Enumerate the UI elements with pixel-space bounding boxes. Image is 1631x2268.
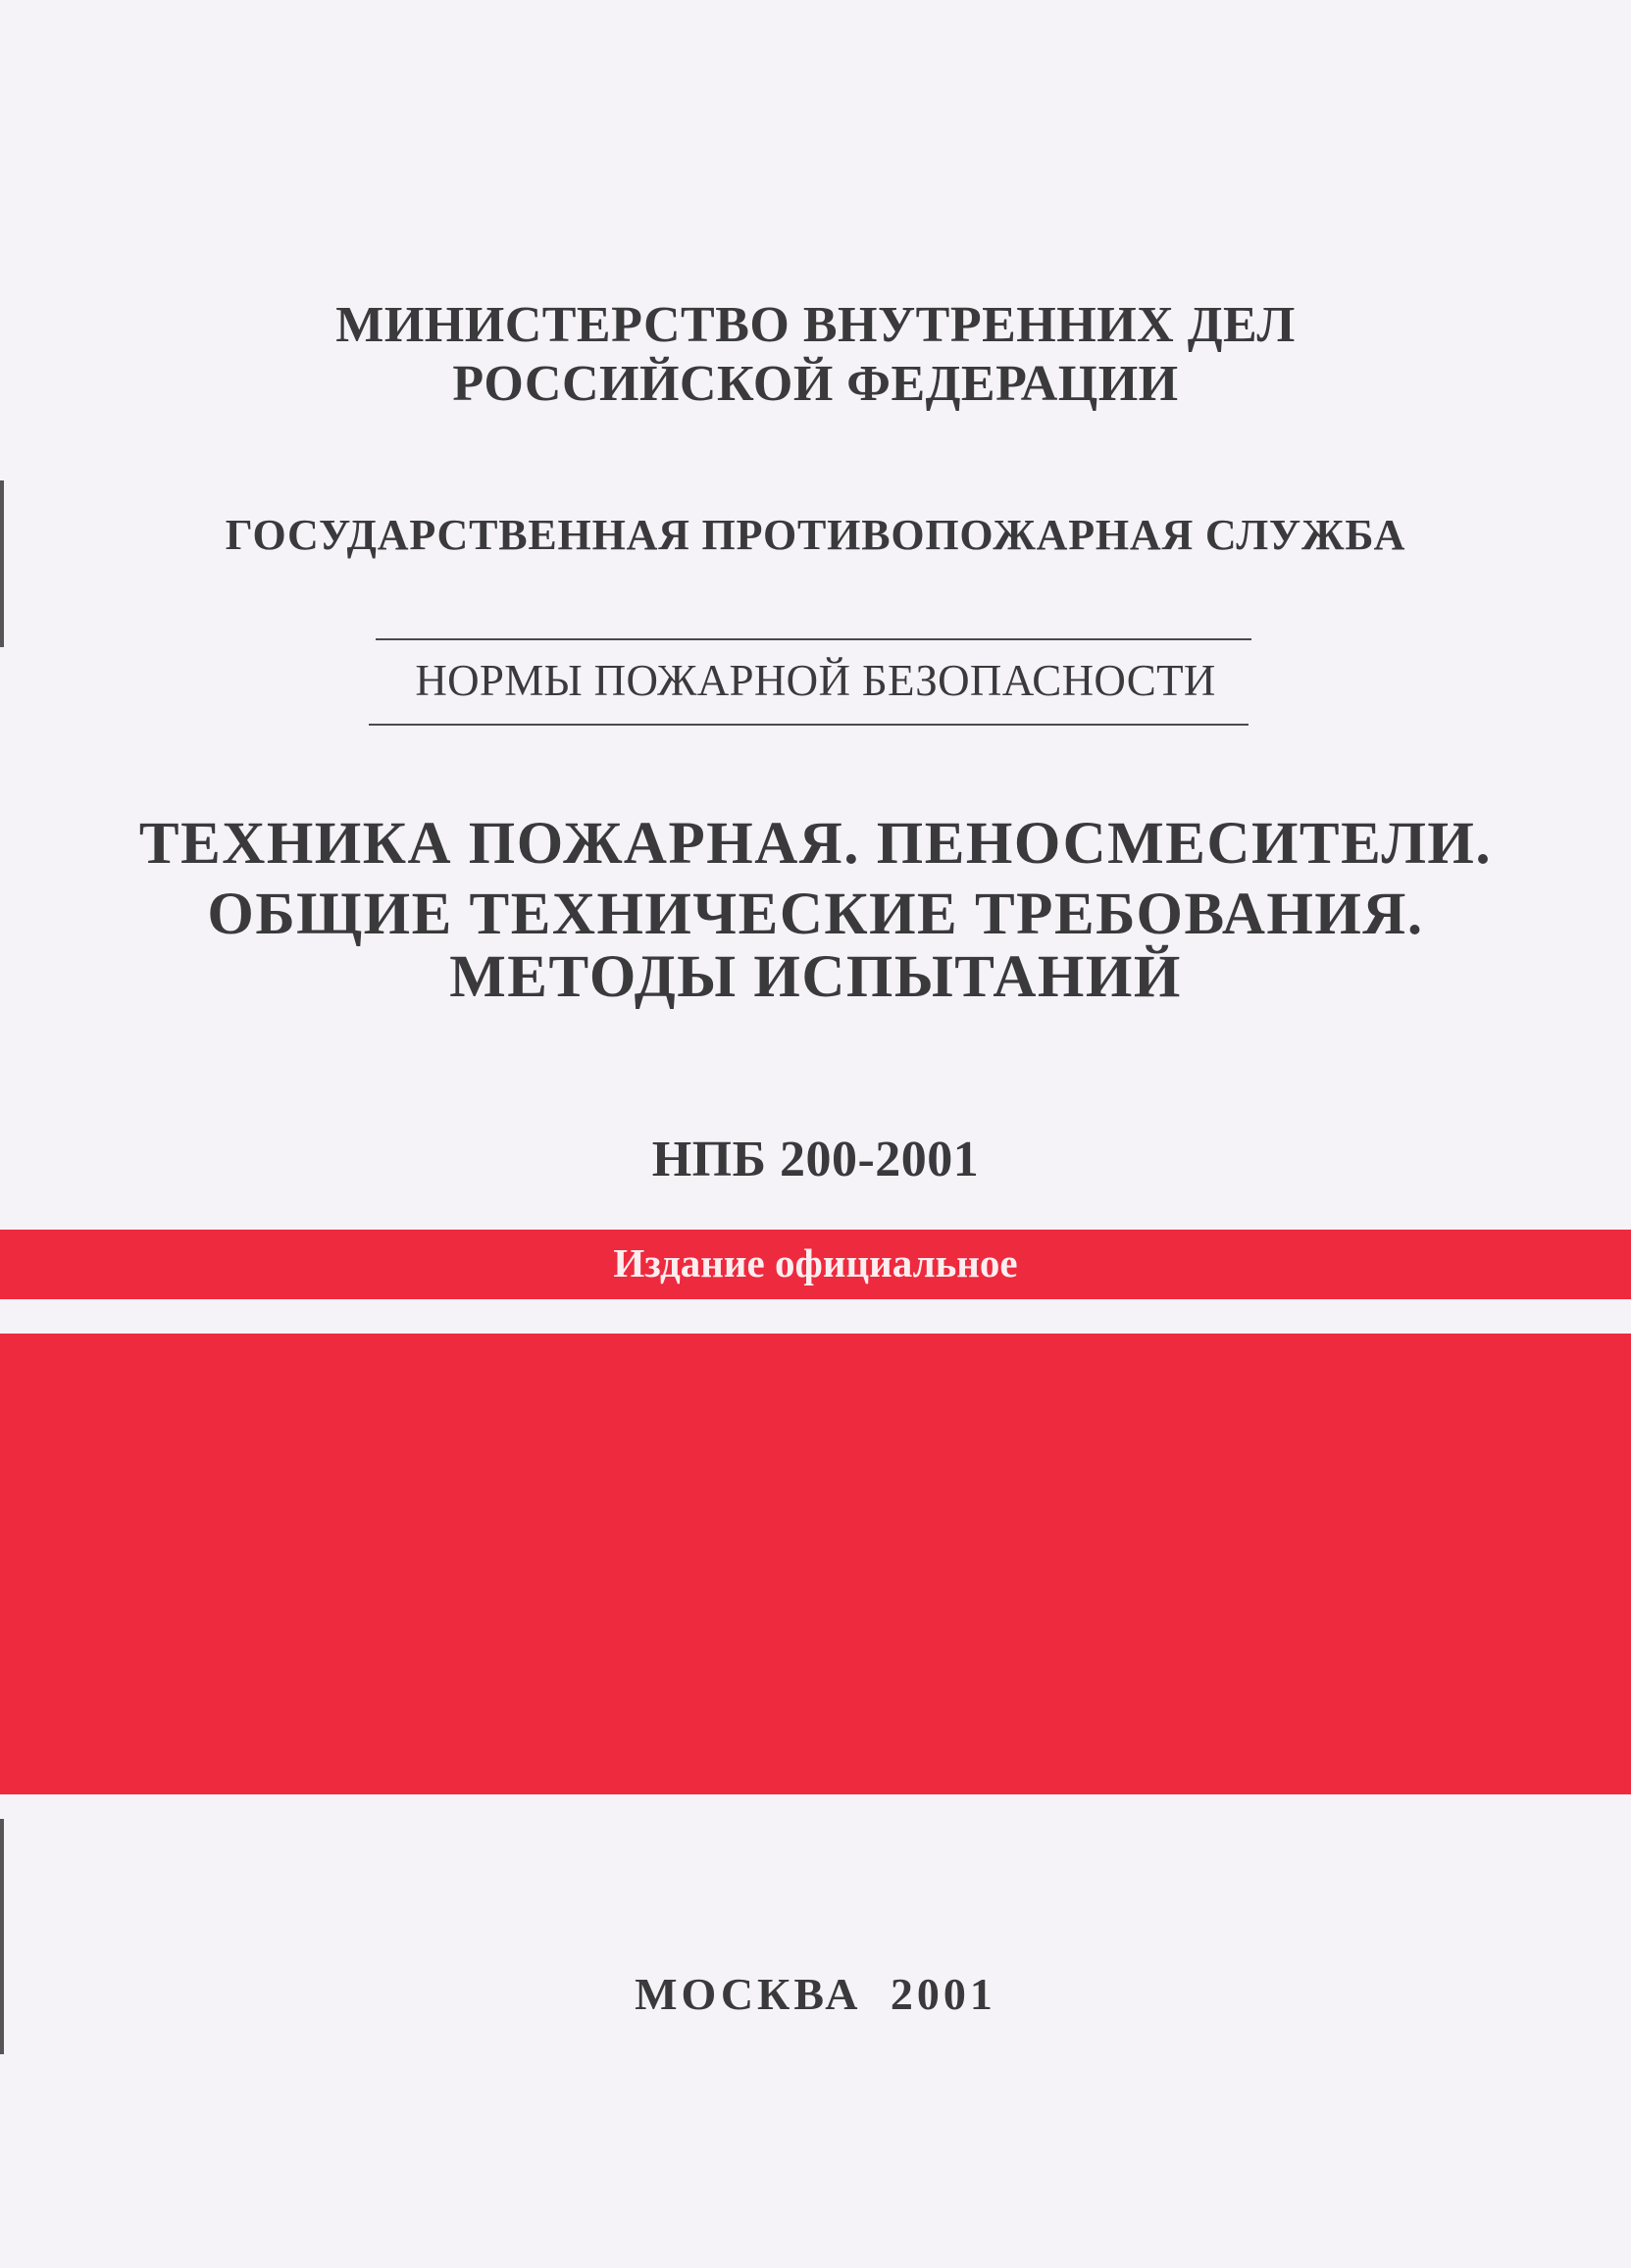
ministry-line-1: МИНИСТЕРСТВО ВНУТРЕННИХ ДЕЛ <box>335 297 1296 353</box>
decorative-red-band <box>0 1334 1631 1794</box>
divider-bottom <box>369 724 1249 726</box>
series-name: НОРМЫ ПОЖАРНОЙ БЕЗОПАСНОСТИ <box>415 656 1216 705</box>
city-year: МОСКВА 2001 <box>635 1969 996 2019</box>
binding-mark-top <box>0 480 4 647</box>
document-title-line-3: МЕТОДЫ ИСПЫТАНИЙ <box>449 944 1182 1010</box>
divider-top <box>376 638 1251 640</box>
document-code: НПБ 200-2001 <box>651 1132 980 1187</box>
document-title-line-1: ТЕХНИКА ПОЖАРНАЯ. ПЕНОСМЕСИТЕЛИ. <box>138 811 1493 877</box>
ministry-line-2: РОССИЙСКОЙ ФЕДЕРАЦИИ <box>452 356 1179 412</box>
document-title-line-2: ОБЩИЕ ТЕХНИЧЕСКИЕ ТРЕБОВАНИЯ. <box>207 882 1424 947</box>
service-name: ГОСУДАРСТВЕННАЯ ПРОТИВОПОЖАРНАЯ СЛУЖБА <box>225 511 1406 559</box>
edition-label: Издание официальное <box>613 1240 1018 1285</box>
